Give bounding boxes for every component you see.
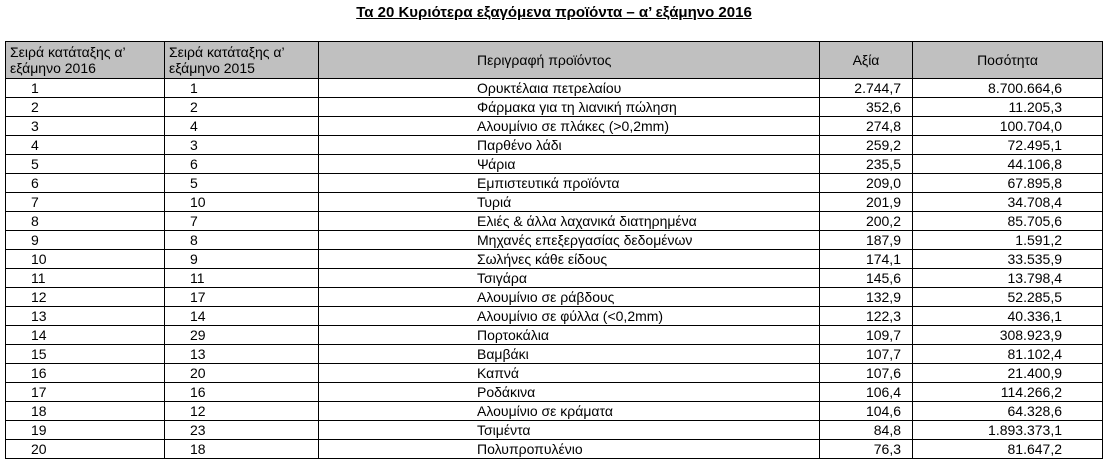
header-quantity: Ποσότητα bbox=[913, 42, 1103, 79]
header-description: Περιγραφή προϊόντος bbox=[319, 42, 820, 79]
cell-description: Τσιμέντα bbox=[319, 421, 820, 440]
cell-value: 145,6 bbox=[820, 269, 913, 288]
table-row bbox=[6, 136, 1103, 155]
cell-rank-2016: 18 bbox=[6, 402, 165, 421]
cell-quantity: 44.106,8 bbox=[913, 155, 1103, 174]
cell-description: Βαμβάκι bbox=[319, 345, 820, 364]
cell-rank-2015: 10 bbox=[165, 193, 319, 212]
cell-rank-2016: 17 bbox=[6, 383, 165, 402]
cell-rank-2016: 14 bbox=[6, 326, 165, 345]
cell-value: 132,9 bbox=[820, 288, 913, 307]
table-row bbox=[6, 117, 1103, 136]
table-row bbox=[6, 440, 1103, 459]
cell-description: Ελιές & άλλα λαχανικά διατηρημένα bbox=[319, 212, 820, 231]
cell-quantity: 52.285,5 bbox=[913, 288, 1103, 307]
table-row bbox=[6, 307, 1103, 326]
cell-rank-2015: 14 bbox=[165, 307, 319, 326]
cell-rank-2016: 1 bbox=[6, 79, 165, 98]
cell-quantity: 114.266,2 bbox=[913, 383, 1103, 402]
table-row bbox=[6, 326, 1103, 345]
cell-rank-2016: 15 bbox=[6, 345, 165, 364]
cell-quantity: 1.893.373,1 bbox=[913, 421, 1103, 440]
cell-rank-2016: 4 bbox=[6, 136, 165, 155]
cell-rank-2015: 8 bbox=[165, 231, 319, 250]
table-row bbox=[6, 193, 1103, 212]
cell-quantity: 67.895,8 bbox=[913, 174, 1103, 193]
table-row bbox=[6, 212, 1103, 231]
cell-rank-2016: 3 bbox=[6, 117, 165, 136]
cell-quantity: 11.205,3 bbox=[913, 98, 1103, 117]
cell-value: 235,5 bbox=[820, 155, 913, 174]
table-row bbox=[6, 231, 1103, 250]
cell-rank-2015: 12 bbox=[165, 402, 319, 421]
table-row bbox=[6, 269, 1103, 288]
cell-value: 352,6 bbox=[820, 98, 913, 117]
cell-quantity: 33.535,9 bbox=[913, 250, 1103, 269]
cell-value: 84,8 bbox=[820, 421, 913, 440]
cell-description: Τυριά bbox=[319, 193, 820, 212]
cell-description: Αλουμίνιο σε πλάκες (>0,2mm) bbox=[319, 117, 820, 136]
table-row bbox=[6, 383, 1103, 402]
cell-rank-2015: 6 bbox=[165, 155, 319, 174]
cell-rank-2016: 5 bbox=[6, 155, 165, 174]
cell-description: Πορτοκάλια bbox=[319, 326, 820, 345]
cell-description: Αλουμίνιο σε ράβδους bbox=[319, 288, 820, 307]
cell-value: 107,6 bbox=[820, 364, 913, 383]
cell-quantity: 64.328,6 bbox=[913, 402, 1103, 421]
cell-rank-2016: 20 bbox=[6, 440, 165, 459]
cell-description: Πολυπροπυλένιο bbox=[319, 440, 820, 459]
cell-rank-2015: 18 bbox=[165, 440, 319, 459]
cell-value: 200,2 bbox=[820, 212, 913, 231]
cell-value: 104,6 bbox=[820, 402, 913, 421]
cell-description: Μηχανές επεξεργασίας δεδομένων bbox=[319, 231, 820, 250]
cell-description: Παρθένο λάδι bbox=[319, 136, 820, 155]
cell-rank-2016: 2 bbox=[6, 98, 165, 117]
cell-value: 174,1 bbox=[820, 250, 913, 269]
cell-value: 209,0 bbox=[820, 174, 913, 193]
cell-rank-2016: 6 bbox=[6, 174, 165, 193]
header-rank-2015: Σειρά κατάταξης α’ εξάμηνο 2015 bbox=[165, 42, 319, 79]
cell-rank-2016: 11 bbox=[6, 269, 165, 288]
cell-rank-2016: 7 bbox=[6, 193, 165, 212]
cell-quantity: 100.704,0 bbox=[913, 117, 1103, 136]
cell-value: 201,9 bbox=[820, 193, 913, 212]
cell-value: 107,7 bbox=[820, 345, 913, 364]
cell-quantity: 21.400,9 bbox=[913, 364, 1103, 383]
cell-value: 106,4 bbox=[820, 383, 913, 402]
cell-rank-2015: 23 bbox=[165, 421, 319, 440]
cell-rank-2015: 17 bbox=[165, 288, 319, 307]
cell-quantity: 85.705,6 bbox=[913, 212, 1103, 231]
table-header-row bbox=[6, 42, 1103, 79]
cell-rank-2015: 7 bbox=[165, 212, 319, 231]
cell-description: Τσιγάρα bbox=[319, 269, 820, 288]
cell-description: Ψάρια bbox=[319, 155, 820, 174]
cell-rank-2015: 3 bbox=[165, 136, 319, 155]
table-row bbox=[6, 155, 1103, 174]
cell-rank-2015: 11 bbox=[165, 269, 319, 288]
cell-rank-2016: 13 bbox=[6, 307, 165, 326]
cell-quantity: 308.923,9 bbox=[913, 326, 1103, 345]
cell-description: Ροδάκινα bbox=[319, 383, 820, 402]
header-value: Αξία bbox=[820, 42, 913, 79]
cell-value: 109,7 bbox=[820, 326, 913, 345]
cell-rank-2016: 9 bbox=[6, 231, 165, 250]
table-row bbox=[6, 174, 1103, 193]
cell-rank-2015: 13 bbox=[165, 345, 319, 364]
table-row bbox=[6, 402, 1103, 421]
cell-value: 274,8 bbox=[820, 117, 913, 136]
cell-rank-2015: 1 bbox=[165, 79, 319, 98]
cell-description: Αλουμίνιο σε φύλλα (<0,2mm) bbox=[319, 307, 820, 326]
cell-description: Φάρμακα για τη λιανική πώληση bbox=[319, 98, 820, 117]
table-row bbox=[6, 98, 1103, 117]
cell-value: 259,2 bbox=[820, 136, 913, 155]
table-row bbox=[6, 345, 1103, 364]
cell-rank-2015: 4 bbox=[165, 117, 319, 136]
cell-rank-2016: 10 bbox=[6, 250, 165, 269]
cell-rank-2015: 16 bbox=[165, 383, 319, 402]
table-row bbox=[6, 421, 1103, 440]
cell-description: Ορυκτέλαια πετρελαίου bbox=[319, 79, 820, 98]
cell-value: 122,3 bbox=[820, 307, 913, 326]
header-rank-2016: Σειρά κατάταξης α’ εξάμηνο 2016 bbox=[6, 42, 165, 79]
cell-quantity: 34.708,4 bbox=[913, 193, 1103, 212]
cell-description: Αλουμίνιο σε κράματα bbox=[319, 402, 820, 421]
table-row bbox=[6, 250, 1103, 269]
page-title: Τα 20 Κυριότερα εξαγόμενα προϊόντα – α’ εξάμηνο 2016 bbox=[356, 4, 752, 21]
cell-rank-2016: 19 bbox=[6, 421, 165, 440]
table-body bbox=[6, 79, 1103, 459]
cell-rank-2016: 12 bbox=[6, 288, 165, 307]
cell-value: 187,9 bbox=[820, 231, 913, 250]
cell-rank-2015: 2 bbox=[165, 98, 319, 117]
cell-quantity: 8.700.664,6 bbox=[913, 79, 1103, 98]
cell-rank-2015: 20 bbox=[165, 364, 319, 383]
table-row bbox=[6, 79, 1103, 98]
table-row bbox=[6, 364, 1103, 383]
cell-rank-2016: 16 bbox=[6, 364, 165, 383]
cell-description: Καπνά bbox=[319, 364, 820, 383]
cell-quantity: 81.102,4 bbox=[913, 345, 1103, 364]
cell-rank-2015: 5 bbox=[165, 174, 319, 193]
exports-table bbox=[5, 41, 1103, 459]
cell-quantity: 13.798,4 bbox=[913, 269, 1103, 288]
cell-rank-2016: 8 bbox=[6, 212, 165, 231]
cell-value: 2.744,7 bbox=[820, 79, 913, 98]
cell-quantity: 1.591,2 bbox=[913, 231, 1103, 250]
cell-rank-2015: 9 bbox=[165, 250, 319, 269]
cell-quantity: 72.495,1 bbox=[913, 136, 1103, 155]
cell-value: 76,3 bbox=[820, 440, 913, 459]
cell-description: Σωλήνες κάθε είδους bbox=[319, 250, 820, 269]
cell-description: Εμπιστευτικά προϊόντα bbox=[319, 174, 820, 193]
cell-rank-2015: 29 bbox=[165, 326, 319, 345]
table-row bbox=[6, 288, 1103, 307]
cell-quantity: 81.647,2 bbox=[913, 440, 1103, 459]
cell-quantity: 40.336,1 bbox=[913, 307, 1103, 326]
